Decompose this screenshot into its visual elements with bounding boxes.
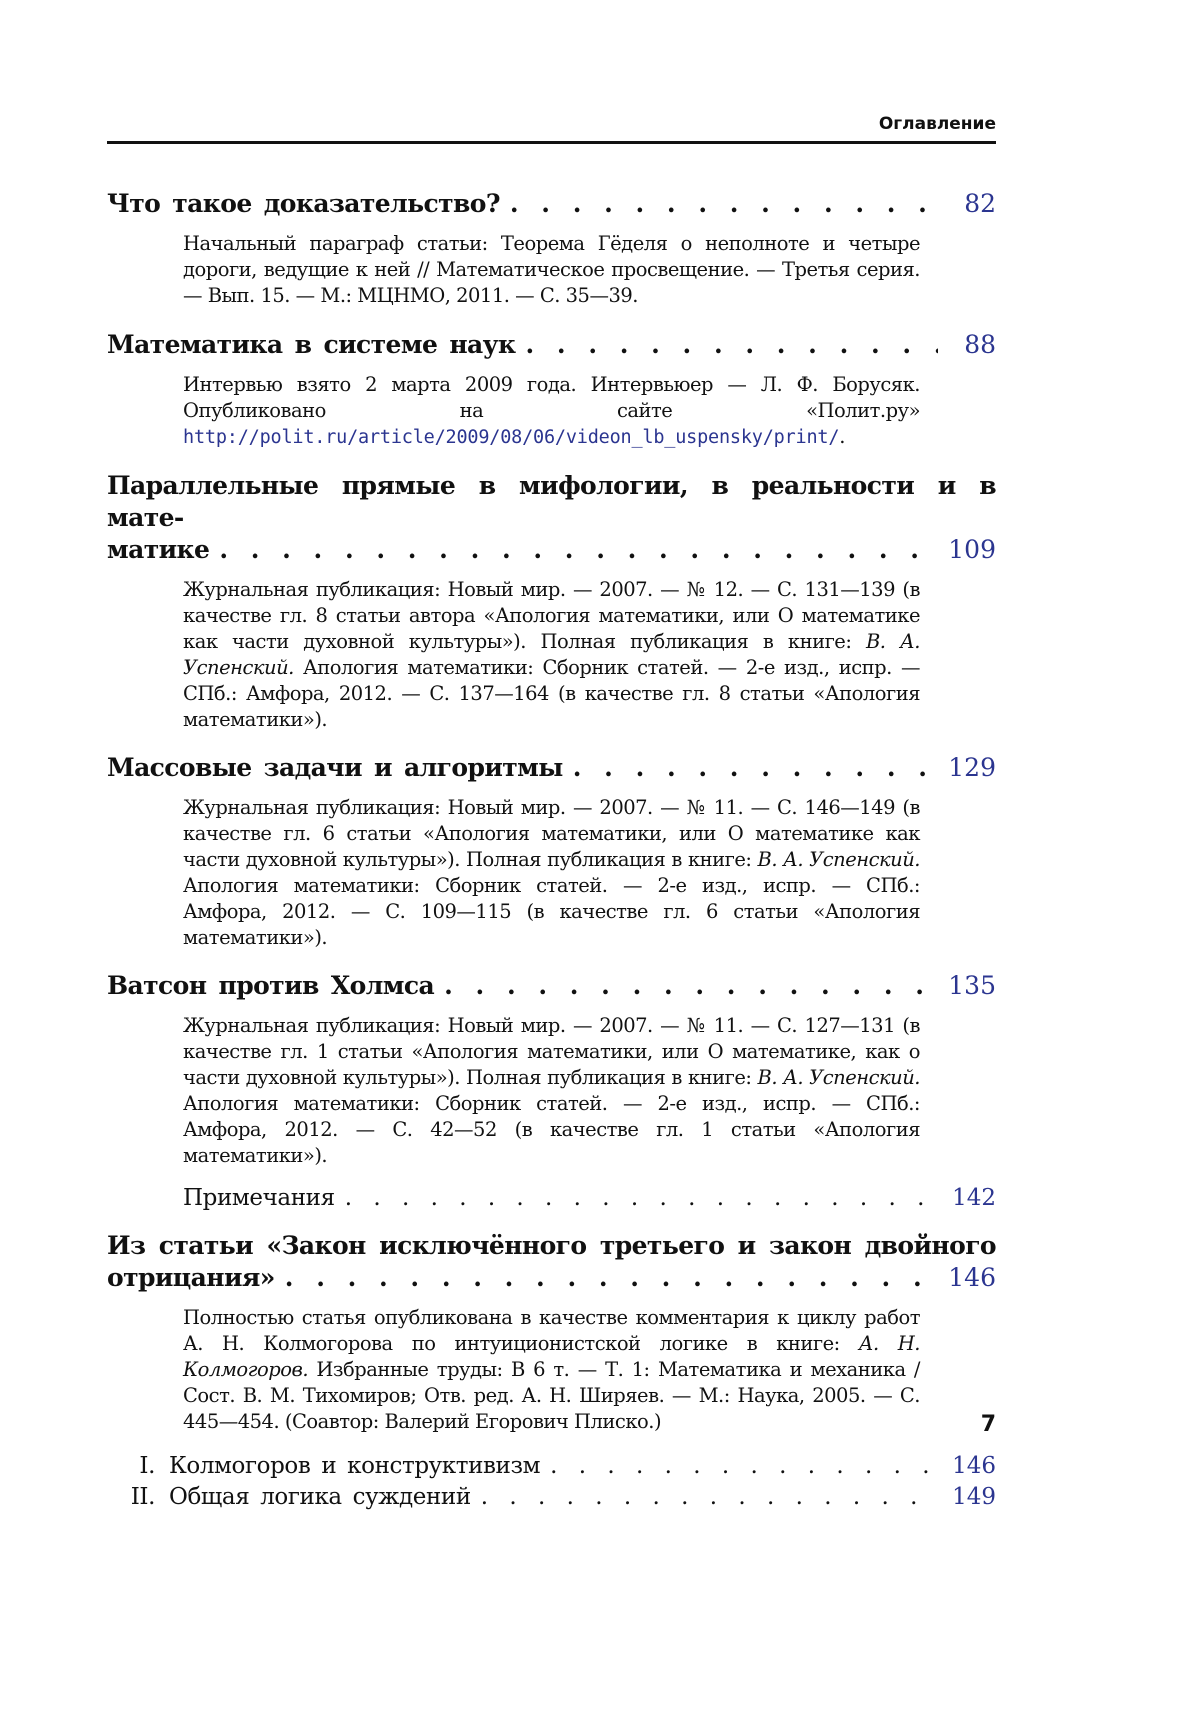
notes-title: Примечания: [183, 1183, 335, 1214]
entry-description: Начальный параграф статьи: Теорема Гёделя о неполноте и четыре дороги, ведущие к ней // Математическое просвещение. — Третья серия. — Вып. 15. — М.: МЦНМО, 2011. — С. 35—39.: [183, 231, 996, 309]
description-text: Интервью взято 2 марта 2009 года. Интервьюер — Л. Ф. Борусяк. Опубликовано на сайте «Полит.ру»: [183, 373, 920, 422]
description-text: Апология математики: Сборник статей. — 2-е изд., испр. — СПб.: Амфора, 2012. — С. 137—164 (в качестве гл. 8 статьи «Апология математики»).: [183, 656, 920, 731]
toc-entry: [107, 470, 996, 733]
author-name: В. А. Успенский.: [758, 1066, 920, 1089]
page-number[interactable]: 149: [952, 1482, 996, 1513]
toc-entry: [107, 970, 996, 1169]
dot-leader: . . . . . . . . . . . . . . . . . . . . . . .: [219, 534, 930, 566]
toc-subsection: [107, 1482, 996, 1513]
author-name: А. Н. Колмогоров.: [183, 1332, 920, 1381]
page-folio: 7: [981, 1412, 996, 1437]
toc-entry: [107, 329, 996, 451]
entry-description: [183, 1305, 996, 1435]
entry-title-first-line: Параллельные прямые в мифологии, в реальности и в мате-: [107, 470, 996, 534]
description-text: Полностью статья опубликована в качестве комментария к циклу работ А. Н. Колмогорова по интуиционистской логике в книге:: [183, 1306, 920, 1355]
page-number[interactable]: 142: [952, 1183, 996, 1214]
entry-description: [183, 1013, 996, 1169]
description-text: Апология математики: Сборник статей. — 2-е изд., испр. — СПб.: Амфора, 2012. — С. 109—115 (в качестве гл. 6 статьи «Апология математики»).: [183, 874, 920, 949]
dot-leader: . . . . . . . . . . . . . . . .: [481, 1482, 934, 1513]
entry-title: Массовые задачи и алгоритмы: [107, 752, 563, 784]
toc-subsection: [107, 1451, 996, 1482]
page-number[interactable]: 82: [956, 188, 996, 220]
subsection-title: Общая логика суждений: [169, 1482, 471, 1513]
page-number[interactable]: 146: [952, 1451, 996, 1482]
dot-leader: . . . . . . . . . . . . . . . . . . . . .: [345, 1183, 934, 1214]
entry-title: Ватсон против Холмса: [107, 970, 434, 1002]
article-link[interactable]: http://polit.ru/article/2009/08/06/videon_lb_uspensky/print/: [183, 427, 839, 448]
header-rule: [107, 141, 996, 144]
page-number[interactable]: 135: [948, 970, 996, 1002]
entry-title: Математика в системе наук: [107, 329, 516, 361]
entry-title: матике: [107, 534, 209, 566]
entry-title: Что такое доказательство?: [107, 188, 500, 220]
page-number[interactable]: 109: [948, 534, 996, 566]
page-number[interactable]: 88: [956, 329, 996, 361]
subsection-number: II.: [107, 1482, 169, 1513]
entry-title-first-line: Из статьи «Закон исключённого третьего и закон двойного: [107, 1230, 996, 1262]
dot-leader: . . . . . . . . . . . . .: [526, 329, 938, 361]
entry-title: отрицания»: [107, 1262, 275, 1294]
toc-entry: [107, 188, 996, 309]
description-text: Журнальная публикация: Новый мир. — 2007. — № 12. — С. 131—139 (в качестве гл. 8 статьи автора «Апология математики, или О математике как части духовной культуры»). Полная публикация в книге:: [183, 578, 920, 653]
subsection-number: I.: [107, 1451, 169, 1482]
toc-entry: [107, 1230, 996, 1435]
description-end: .: [839, 425, 845, 448]
author-name: В. А. Успенский.: [758, 848, 920, 871]
page-number[interactable]: 146: [948, 1262, 996, 1294]
table-of-contents: [107, 188, 996, 1513]
dot-leader: . . . . . . . . . . . . .: [550, 1451, 934, 1482]
toc-entry: [107, 752, 996, 951]
entry-description: [183, 795, 996, 951]
description-text: Журнальная публикация: Новый мир. — 2007. — № 11. — С. 127—131 (в качестве гл. 1 статьи «Апология математики, или О математике, как о части духовной культуры»). Полная публикация в книге:: [183, 1014, 920, 1089]
page-number[interactable]: 129: [948, 752, 996, 784]
entry-description: [183, 372, 996, 451]
toc-notes: [107, 1183, 996, 1214]
author-name: В. А. Успенский.: [183, 630, 920, 679]
book-page: [107, 0, 996, 1722]
running-head: Оглавление: [879, 114, 996, 134]
subsection-title: Колмогоров и конструктивизм: [169, 1451, 540, 1482]
dot-leader: . . . . . . . . . . . . . .: [510, 188, 938, 220]
description-text: Журнальная публикация: Новый мир. — 2007. — № 11. — С. 146—149 (в качестве гл. 6 статьи «Апология математики, или О математике как части духовной культуры»). Полная публикация в книге:: [183, 796, 920, 871]
dot-leader: . . . . . . . . . . .: [573, 752, 931, 784]
description-text: Апология математики: Сборник статей. — 2-е изд., испр. — СПб.: Амфора, 2012. — С. 42—52 (в качестве гл. 1 статьи «Апология математики»).: [183, 1092, 920, 1167]
description-text: Избранные труды: В 6 т. — Т. 1: Математика и механика / Сост. В. М. Тихомиров; Отв. ред. А. Н. Ширяев. — М.: Наука, 2005. — С. 445—454. (Соавтор: Валерий Егорович Плиско.): [183, 1358, 920, 1433]
dot-leader: . . . . . . . . . . . . . . . . . . . . .: [285, 1262, 930, 1294]
entry-description: [183, 577, 996, 733]
dot-leader: . . . . . . . . . . . . . . . .: [444, 970, 930, 1002]
